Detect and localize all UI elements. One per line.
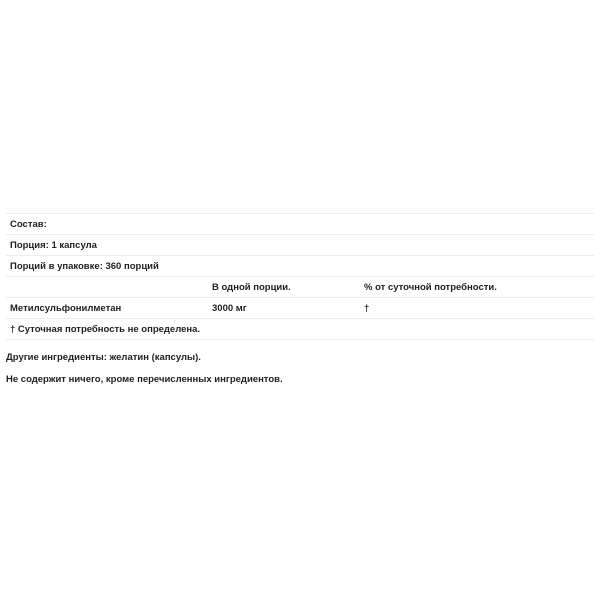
footnote: † Суточная потребность не определена. <box>6 319 594 340</box>
disclaimer: Не содержит ничего, кроме перечисленных ингредиентов. <box>6 374 283 385</box>
facts-title: Состав: <box>6 214 594 235</box>
column-header-daily-value: % от суточной потребности. <box>360 277 594 298</box>
column-header-amount: В одной порции. <box>208 277 360 298</box>
supplement-facts-table <box>6 213 594 340</box>
table-header-row <box>6 277 594 298</box>
table-row <box>6 235 594 256</box>
table-row <box>6 319 594 340</box>
table-row <box>6 256 594 277</box>
serving-size: Порция: 1 капсула <box>6 235 594 256</box>
ingredient-daily-value: † <box>360 298 594 319</box>
ingredient-name: Метилсульфонилметан <box>6 298 208 319</box>
ingredient-amount: 3000 мг <box>208 298 360 319</box>
other-ingredients: Другие ингредиенты: желатин (капсулы). <box>6 352 201 363</box>
column-header-name <box>6 277 208 298</box>
table-row <box>6 214 594 235</box>
servings-per-container: Порций в упаковке: 360 порций <box>6 256 594 277</box>
table-row <box>6 298 594 319</box>
